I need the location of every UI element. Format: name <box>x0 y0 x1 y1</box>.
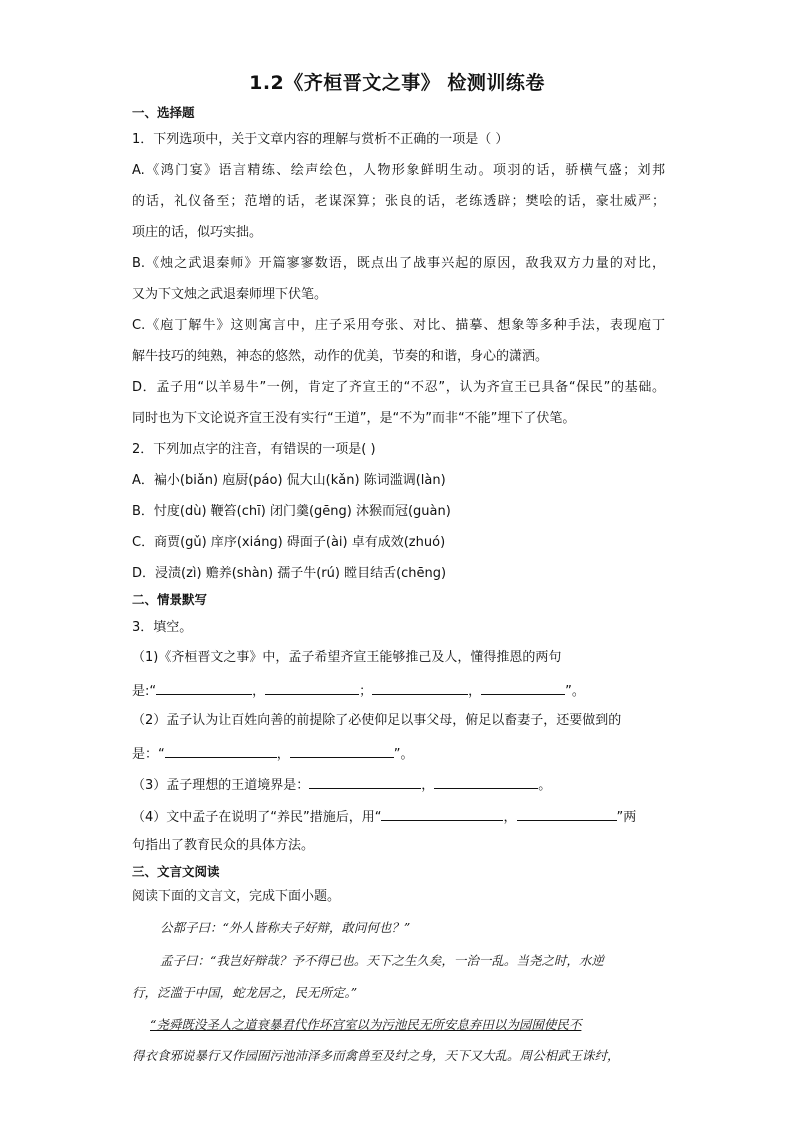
classical-text-paragraph-3-line-2: 得衣食邪说暴行又作园囿污池沛泽多而禽兽至及纣之身，天下又大乱。周公相武王诛纣， <box>132 1048 620 1063</box>
answer-blank[interactable] <box>481 679 565 695</box>
question-3-part-3-prefix: （3）孟子理想的王道境界是： <box>132 778 310 793</box>
separator: ， <box>276 747 290 762</box>
answer-blank[interactable] <box>434 773 538 789</box>
question-2-option-b: B．忖度(dù) 鞭笞(chī) 闭门羹(gēng) 沐猴而冠(guàn) <box>132 504 451 519</box>
question-3-part-4-line-2: 句指出了教育民众的具体方法。 <box>132 838 315 853</box>
classical-text-paragraph-1: 公都子曰：“外人皆称夫子好辩，敢问何也？” <box>160 920 411 935</box>
answer-blank[interactable] <box>372 679 468 695</box>
classical-text-paragraph-2-line-2: 行，泛滥于中国，蛇龙居之，民无所定。” <box>132 985 358 1000</box>
question-1-option-a-line-2: 的话，礼仪备至；范增的话，老谋深算；张良的话，老练透辟；樊哙的话，豪壮威严； <box>132 194 665 209</box>
separator: ， <box>468 684 482 699</box>
question-2-option-a: A．褊小(biǎn) 庖厨(páo) 侃大山(kǎn) 陈词滥调(làn) <box>132 473 446 488</box>
answer-blank[interactable] <box>290 742 394 758</box>
question-3-part-2-line-1: （2）孟子认为让百姓向善的前提除了必使仰足以事父母，俯足以畜妻子，还要做到的 <box>132 713 622 728</box>
question-1-option-d-line-2: 同时也为下文论说齐宣王没有实行“王道”，是“不为”而非“不能”埋下了伏笔。 <box>132 411 576 426</box>
question-3-part-3 <box>132 773 551 796</box>
question-2-stem: 2．下列加点字的注音，有错误的一项是( ) <box>132 442 376 457</box>
question-3-part-4-suffix: ”两 <box>616 810 637 825</box>
question-1-option-b-line-1: B.《烛之武退秦师》开篇寥寥数语，既点出了战事兴起的原因，敌我双方力量的对比， <box>132 256 665 271</box>
question-1-option-a-line-1: A.《鸿门宴》语言精练、绘声绘色，人物形象鲜明生动。项羽的话，骄横气盛；刘邦 <box>132 163 665 178</box>
question-3-part-1-prefix: 是:“ <box>132 684 157 699</box>
section-heading-dictation: 二、情景默写 <box>132 592 208 607</box>
question-1-option-d-line-1: D．孟子用“以羊易牛”一例，肯定了齐宣王的“不忍”，认为齐宣王已具备“保民”的基础。 <box>132 380 665 395</box>
answer-blank[interactable] <box>265 679 359 695</box>
classical-text-paragraph-3-line-1: “尧舜既没圣人之道衰暴君代作坏宫室以为污池民无所安息弃田以为园囿使民不 <box>150 1017 582 1032</box>
question-3-part-1-line-1: （1)《齐桓晋文之事》中，孟子希望齐宣王能够推己及人，懂得推恩的两句 <box>132 650 562 665</box>
reading-instruction: 阅读下面的文言文，完成下面小题。 <box>132 889 341 904</box>
document-title: 1.2《齐桓晋文之事》 检测训练卷 <box>249 72 545 94</box>
section-heading-classical-reading: 三、文言文阅读 <box>132 864 220 879</box>
section-heading-choice: 一、选择题 <box>132 105 195 120</box>
answer-blank[interactable] <box>381 805 503 821</box>
separator: ； <box>359 684 373 699</box>
question-3-part-2-line-2 <box>132 742 414 765</box>
question-3-part-2-prefix: 是：“ <box>132 747 165 762</box>
classical-text-paragraph-2-line-1: 孟子曰：“我岂好辩哉？予不得已也。天下之生久矣，一治一乱。当尧之时，水逆 <box>160 953 604 968</box>
question-1-option-c-line-1: C.《庖丁解牛》这则寓言中，庄子采用夸张、对比、描摹、想象等多种手法，表现庖丁 <box>132 318 665 333</box>
separator: ， <box>252 684 266 699</box>
question-1-stem: 1．下列选项中，关于文章内容的理解与赏析不正确的一项是（ ） <box>132 132 509 147</box>
answer-blank[interactable] <box>165 742 277 758</box>
question-3-stem: 3．填空。 <box>132 620 193 635</box>
answer-blank[interactable] <box>156 679 252 695</box>
question-3-part-2-suffix: ”。 <box>393 747 414 762</box>
question-3-part-1-line-2 <box>132 679 585 702</box>
answer-blank[interactable] <box>309 773 421 789</box>
question-3-part-4-line-1 <box>132 805 636 828</box>
question-1-option-b-line-2: 又为下文烛之武退秦师埋下伏笔。 <box>132 287 328 302</box>
separator: ， <box>421 778 435 793</box>
question-2-option-d: D．浸渍(zì) 赡养(shàn) 孺子牛(rú) 瞠目结舌(chēng) <box>132 566 447 581</box>
question-1-option-c-line-2: 解牛技巧的纯熟，神态的悠然，动作的优美，节奏的和谐，身心的潇洒。 <box>132 349 549 364</box>
separator: ， <box>503 810 517 825</box>
answer-blank[interactable] <box>517 805 617 821</box>
question-3-part-4-prefix: （4）文中孟子在说明了“养民”措施后，用“ <box>132 810 382 825</box>
question-3-part-3-suffix: 。 <box>538 778 552 793</box>
question-1-option-a-line-3: 项庄的话，似巧实拙。 <box>132 225 263 240</box>
question-2-option-c: C．商贾(gǔ) 庠序(xiáng) 碍面子(ài) 卓有成效(zhuó) <box>132 535 446 550</box>
question-3-part-1-suffix: ”。 <box>565 684 585 699</box>
